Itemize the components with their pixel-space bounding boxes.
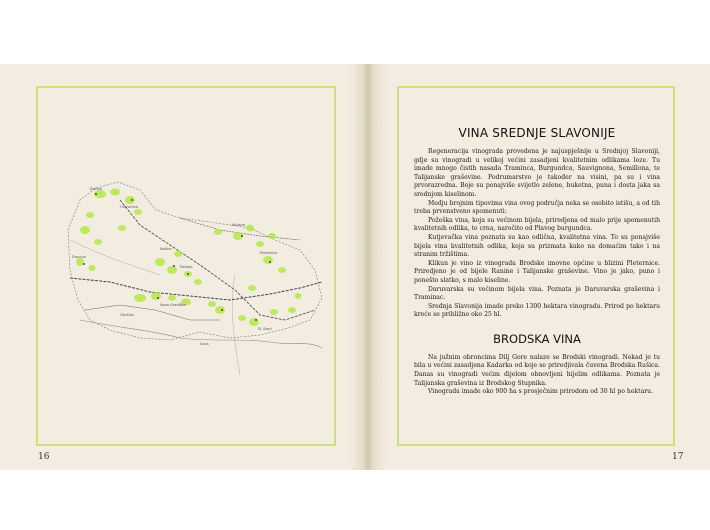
section-title-brodska-vina: BRODSKA VINA <box>493 331 581 346</box>
paragraph: Klikun je vino iz vinograda Brodske imovne općine u blizini Pleternice. Priredjeno je od bijele Ranine i Talijanske graševine. Vino je jako, puno i ponešto slatko, s malo kiseline. <box>414 259 660 284</box>
paragraph: Na južnim obroncima Dilj Gore nalaze se Brodski vinogradi. Nekad je tu bila u većini zasadjena Kadarka od koje se priredjivala čuvena Brodska Rušica. Danas su vinogradi većim dijelom obnovljeni hijelim odlikama. Poznata je Talijanska graševina iz Brodskog Stupnika. <box>414 353 660 387</box>
map-label: Okučani <box>120 313 135 317</box>
paragraph: Regeneracija vinograda provedena je najuspješnije u Srednjoj Slavoniji, gdje su vinogradi u velikoj većini zasadjeni kvalitetnim odlikama loze. Tu imade mnogo čistih nasada Traminca, Burgundca, Sauvignona, Semillona, te Talijanske graševine. Podrumarstvo je također na visini, pa su i vina prvorazredna. Boje su ponajviše svijetlo zelene, buketna, puna i dosta jaka sa srednjom kiselinom. <box>414 148 660 198</box>
railway <box>120 200 315 320</box>
paragraph: Daruvarska su većinom bijela vina. Poznata je Daruvarska graševina i Traminac. <box>414 285 660 302</box>
map-label: Kutjevo <box>232 223 246 227</box>
right-page-content <box>414 122 660 397</box>
town-markers <box>83 193 271 321</box>
map-label: Požega <box>180 265 193 269</box>
paragraph: Vinograda imade oko 900 ha s prosječnim prirodom od 30 hl po hektaru. <box>428 388 653 396</box>
page-number-left: 16 <box>38 452 50 462</box>
page-number-right: 17 <box>672 452 684 462</box>
map-label: Slatina <box>90 187 103 191</box>
paragraph: Kutjevačka vina poznata su kao odlična, kvalitetna vina. To su ponajviše bijela vina kvalitetnih odlika, koja su prizmata kako na domaćim tako i na stranim tržištima. <box>414 233 660 259</box>
map-label: Orahovica <box>120 205 138 209</box>
section-title-srednje-slavonije: VINA SREDNJE SLAVONIJE <box>458 126 616 140</box>
map-label: Sl. Brod <box>258 327 272 331</box>
paragraph: Požeška vina, koja su većinom bijela, priredjena od malo prije spomenutih kvalitetnih odlika, te crna, naročito od Plavog burgundca. <box>414 216 660 233</box>
map-label: Nova Gradiška <box>160 303 186 307</box>
paragraph: Srednja Slavonija imade preko 1300 hektara vinograda. Prirod po hektaru kreće se približno oko 25 hl. <box>414 302 660 319</box>
map-label: Našice <box>160 247 172 251</box>
vineyard-map <box>60 170 325 390</box>
paragraph: Medju brojnim tipovima vina ovog područja neka se osobito istišu, a od tih treba prvenstveno spomenuti: <box>414 199 660 216</box>
map-label: Pleternica <box>260 251 278 255</box>
map-label: Daruvar <box>72 255 87 259</box>
road <box>85 305 220 320</box>
river <box>232 275 240 375</box>
map-border <box>68 182 322 340</box>
map-label: Sava <box>200 342 209 346</box>
book-gutter <box>350 64 386 470</box>
